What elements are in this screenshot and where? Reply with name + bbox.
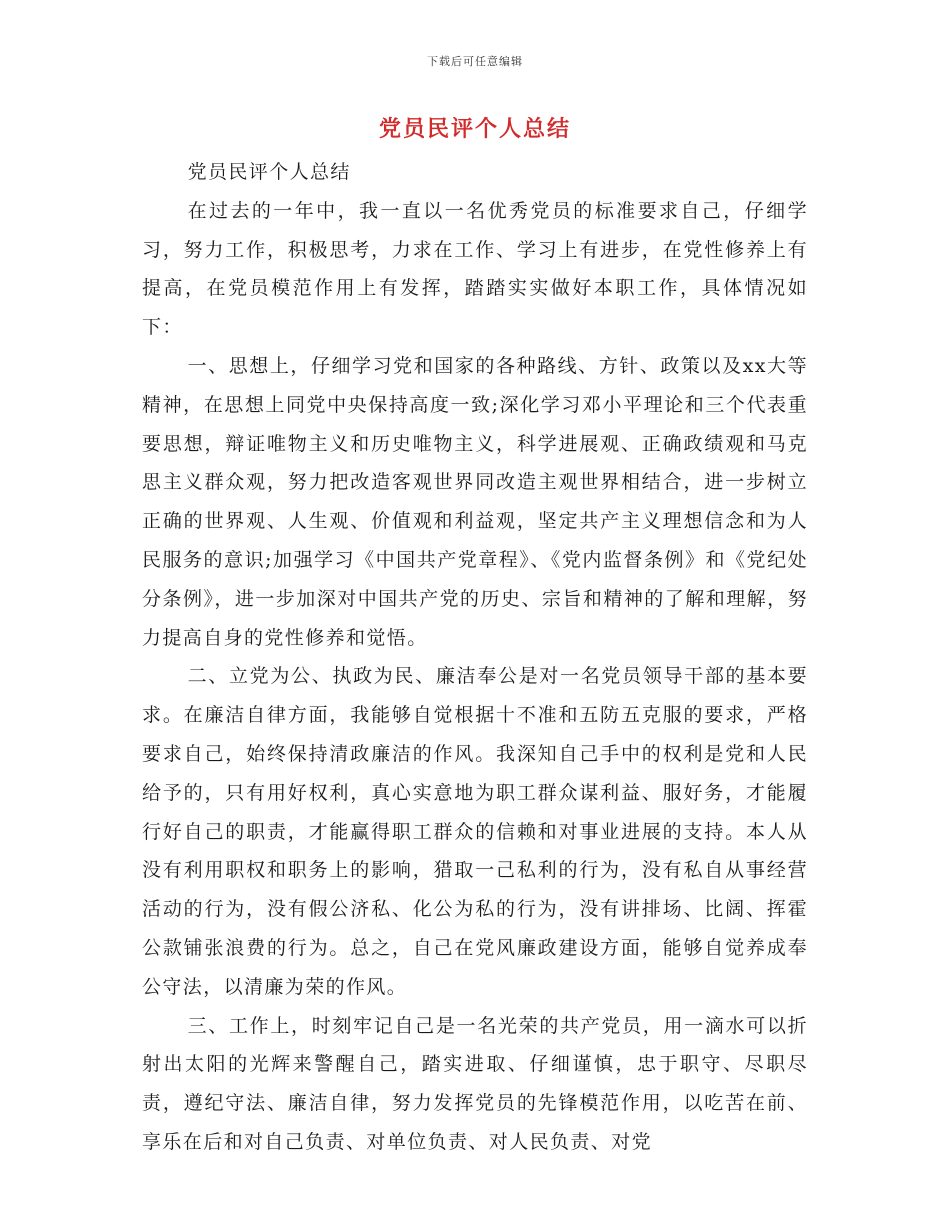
document-body bbox=[142, 153, 808, 1162]
paragraph-section-3: 三、工作上，时刻牢记自己是一名光荣的共产党员，用一滴水可以折射出太阳的光辉来警醒自己，踏实进取、仔细谨慎，忠于职守、尽职尽责，遵纪守法、廉洁自律，努力发挥党员的先锋模范作用，以吃苦在前、享乐在后和对自己负责、对单位负责、对人民负责、对党 bbox=[142, 1014, 808, 1153]
document-title: 党员民评个人总结 bbox=[378, 116, 571, 142]
header-note: 下载后可任意编辑 bbox=[427, 55, 523, 68]
paragraph-subtitle: 党员民评个人总结 bbox=[187, 161, 351, 183]
paragraph-section-1: 一、思想上，仔细学习党和国家的各种路线、方针、政策以及xx大等精神，在思想上同党中央保持高度一致;深化学习邓小平理论和三个代表重要思想，辩证唯物主义和历史唯物主义，科学进展观、正确政绩观和马克思主义群众观，努力把改造客观世界同改造主观世界相结合，进一步树立正确的世界观、人生观、价值观和利益观，坚定共产主义理想信念和为人民服务的意识;加强学习《中国共产党章程》、《党内监督条例》和《党纪处分条例》，进一步加深对中国共产党的历史、宗旨和精神的了解和理解，努力提高自身的党性修养和觉悟。 bbox=[142, 354, 808, 649]
paragraph-intro: 在过去的一年中，我一直以一名优秀党员的标准要求自己，仔细学习，努力工作，积极思考，力求在工作、学习上有进步，在党性修养上有提高，在党员模范作用上有发挥，踏踏实实做好本职工作，具体情况如下： bbox=[142, 199, 808, 339]
paragraph-section-2: 二、立党为公、执政为民、廉洁奉公是对一名党员领导干部的基本要求。在廉洁自律方面，我能够自觉根据十不准和五防五克服的要求，严格要求自己，始终保持清政廉洁的作风。我深知自己手中的权利是党和人民给予的，只有用好权利，真心实意地为职工群众谋利益、服好务，才能履行好自己的职责，才能赢得职工群众的信赖和对事业进展的支持。本人从没有利用职权和职务上的影响，猎取一己私利的行为，没有私自从事经营活动的行为，没有假公济私、化公为私的行为，没有讲排场、比阔、挥霍公款铺张浪费的行为。总之，自己在党风廉政建设方面，能够自觉养成奉公守法，以清廉为荣的作风。 bbox=[142, 665, 808, 998]
